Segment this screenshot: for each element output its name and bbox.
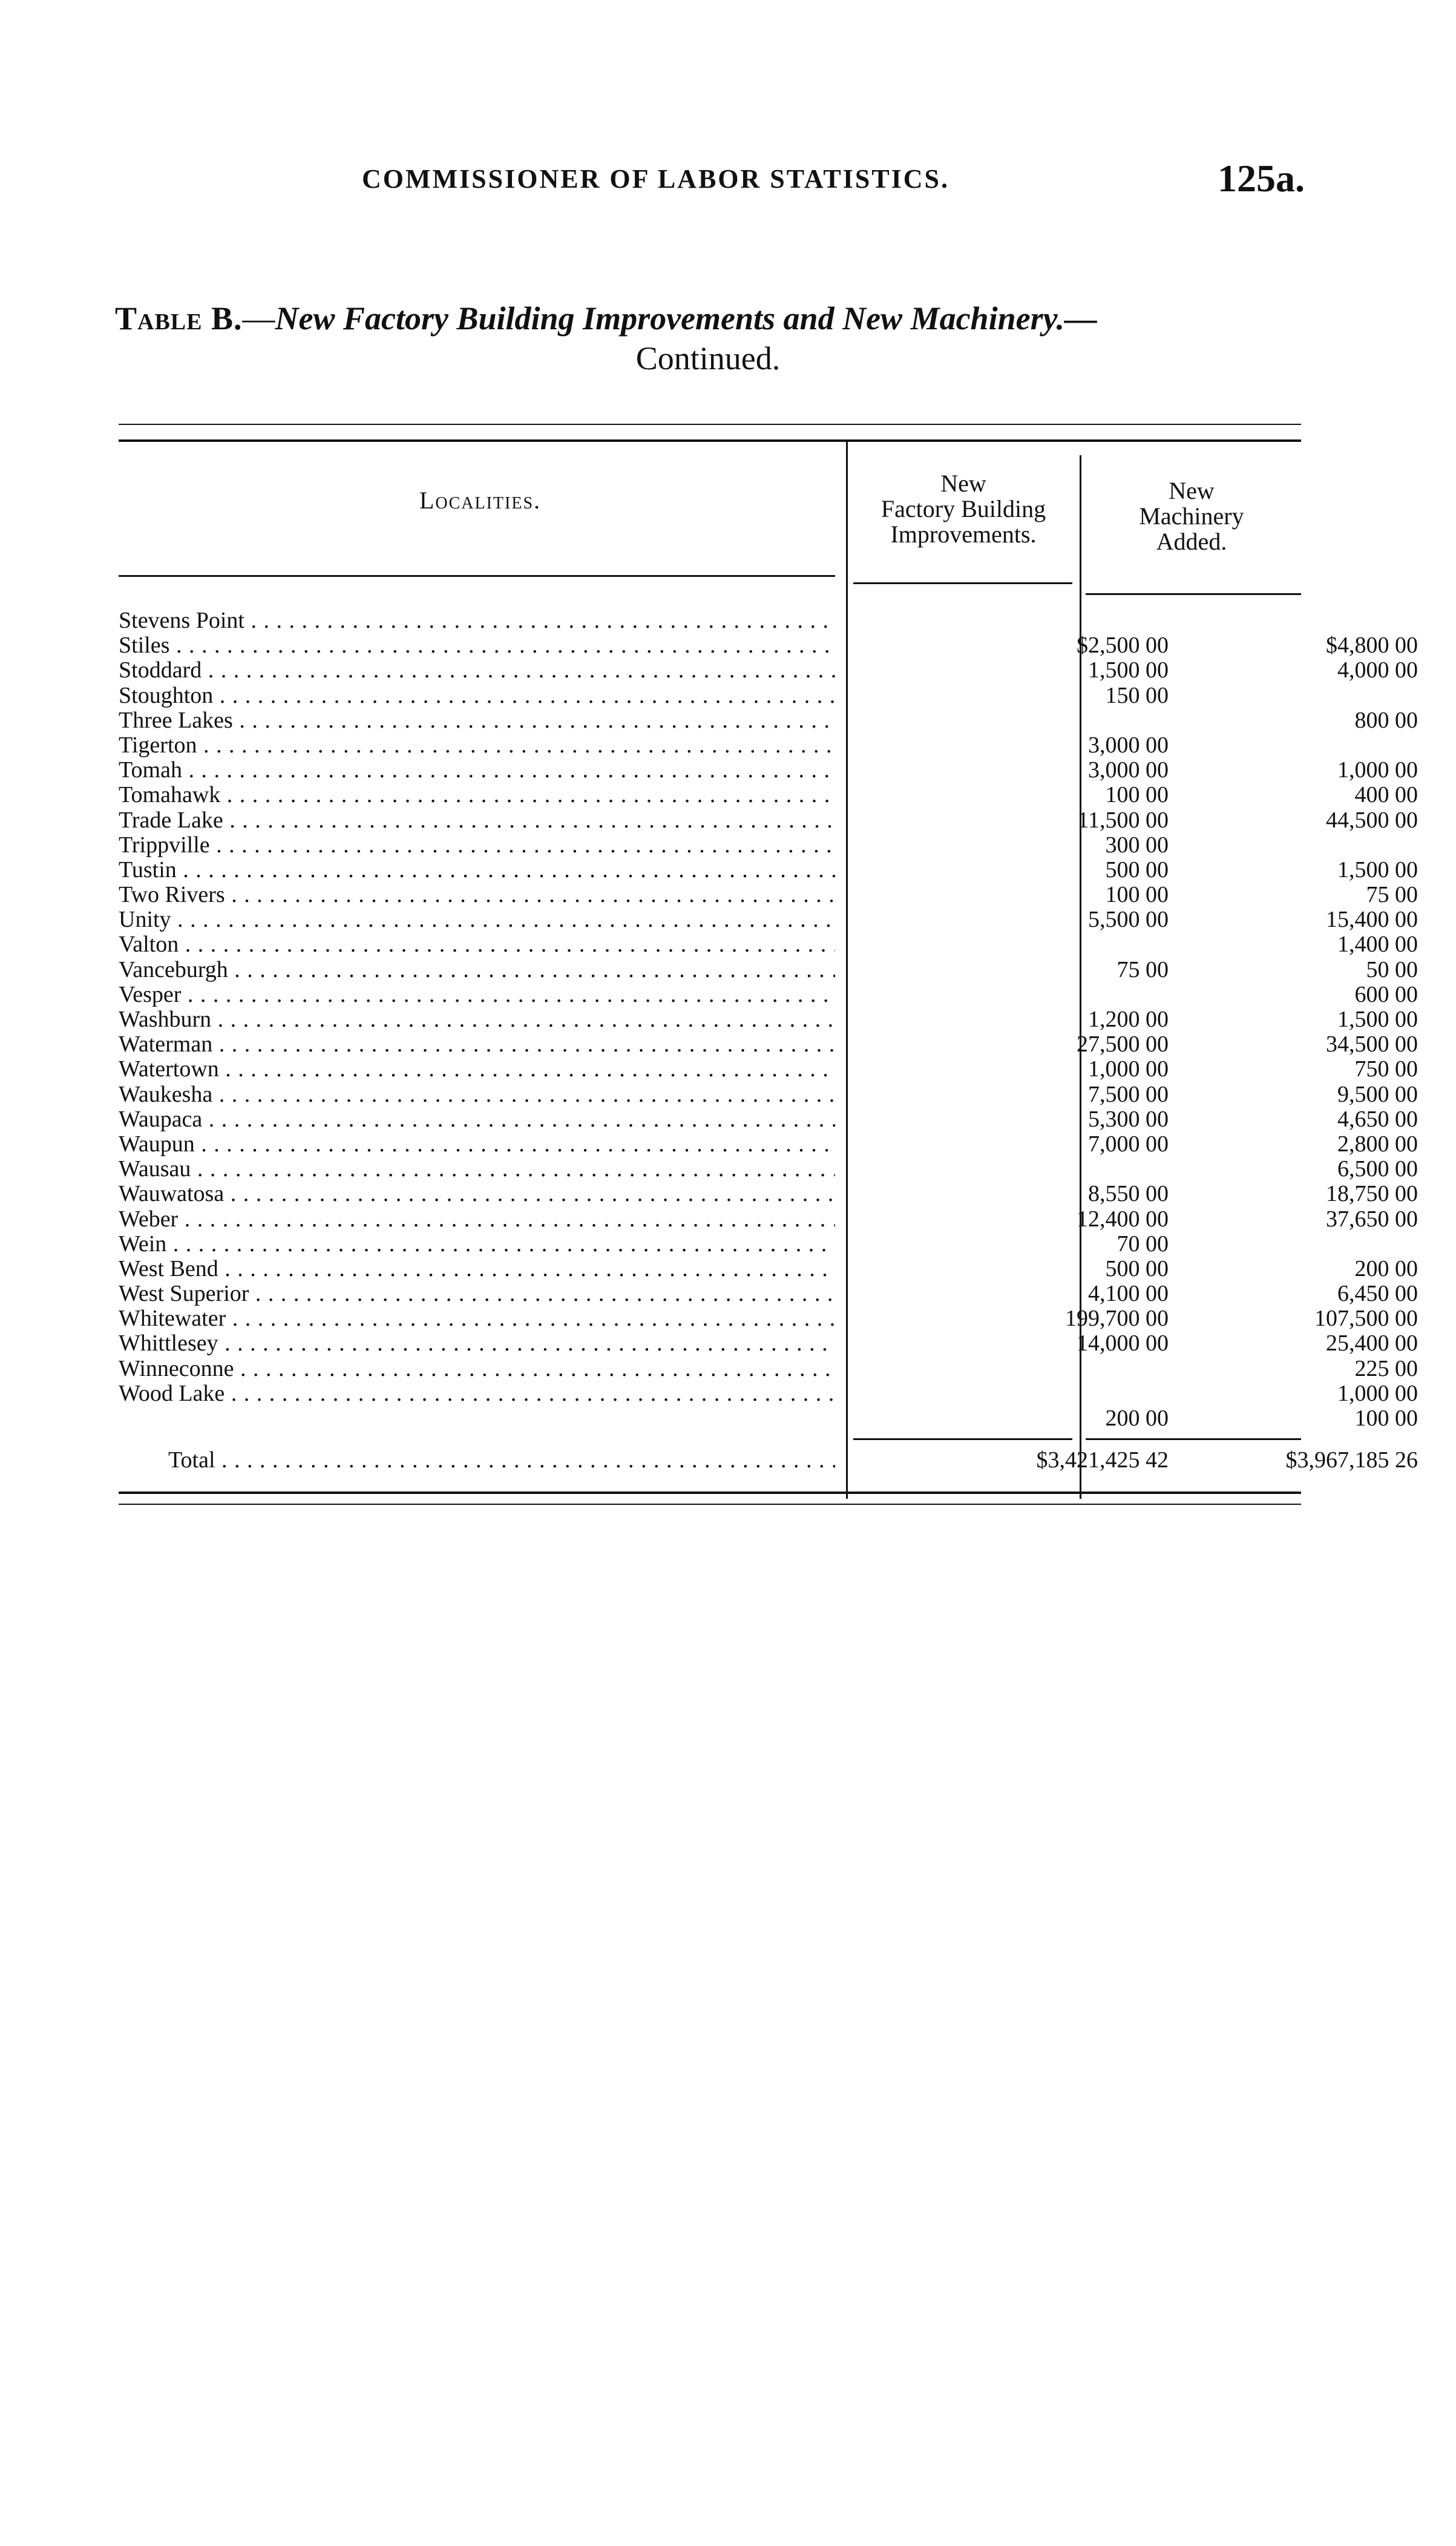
table-row	[119, 907, 1418, 933]
locality-cell: Vanceburgh . . .	[119, 958, 835, 982]
machinery-cell: 25,400 00	[1326, 1331, 1418, 1357]
machinery-cell: 100 00	[1354, 1406, 1418, 1431]
table-row	[119, 707, 1418, 733]
table-title: New Factory Building Improvements and New Machinery.—	[275, 300, 1098, 337]
buildings-cell: 300 00	[1105, 832, 1169, 858]
table-row	[119, 1255, 1418, 1281]
locality-cell: Whittlesey . . .	[119, 1331, 835, 1356]
top-rule-thin	[119, 424, 1301, 425]
locality-cell: Valton . . .	[119, 932, 835, 957]
table-row	[119, 1306, 1418, 1332]
table-row	[119, 1081, 1418, 1107]
table-row	[119, 608, 1301, 633]
locality-cell: Wauwatosa . . .	[119, 1182, 835, 1206]
machinery-cell: 200 00	[1354, 1255, 1418, 1281]
buildings-cell: 100 00	[1105, 882, 1169, 908]
table-row	[119, 882, 1418, 908]
table-row	[119, 981, 1418, 1007]
machinery-cell: 750 00	[1354, 1056, 1418, 1082]
machinery-cell: 6,500 00	[1337, 1156, 1418, 1182]
locality-cell: Washburn . . .	[119, 1007, 835, 1032]
buildings-cell: 1,500 00	[1088, 657, 1169, 683]
table-row	[119, 633, 1418, 659]
machinery-cell: 4,650 00	[1337, 1106, 1418, 1132]
table-row	[119, 1131, 1418, 1157]
table-row	[119, 1106, 1418, 1132]
table-row	[119, 1355, 1418, 1381]
machinery-cell: 400 00	[1354, 782, 1418, 808]
locality-cell: Stoughton . . .	[119, 683, 835, 708]
total-rule-machinery	[1086, 1438, 1301, 1440]
buildings-cell: 7,500 00	[1088, 1081, 1169, 1107]
buildings-cell: 200 00	[1105, 1406, 1169, 1431]
total-row	[119, 1442, 1418, 1478]
buildings-cell: 1,000 00	[1088, 1056, 1169, 1082]
header-localities: Localities.	[419, 487, 542, 514]
header-machinery-line3: Added.	[1156, 528, 1227, 555]
total-machinery: $3,967,185 26	[1285, 1447, 1418, 1473]
locality-cell: Tomah . . .	[119, 758, 835, 783]
running-title: COMMISSIONER OF LABOR STATISTICS.	[362, 164, 950, 194]
locality-cell: Whitewater . . .	[119, 1306, 835, 1331]
buildings-cell: 3,000 00	[1088, 757, 1169, 783]
table-row	[119, 1406, 1418, 1431]
table-row	[119, 1056, 1418, 1082]
machinery-cell: 34,500 00	[1326, 1031, 1418, 1058]
locality-cell: Waterman . . .	[119, 1032, 835, 1057]
top-rule-thick	[119, 439, 1301, 442]
locality-cell: Watertown . . .	[119, 1057, 835, 1082]
total-rule-buildings	[853, 1438, 1072, 1440]
table-row	[119, 857, 1418, 883]
header-rule-localities	[119, 575, 835, 577]
machinery-cell: 15,400 00	[1326, 907, 1418, 933]
table-row	[119, 1007, 1418, 1032]
table-row	[119, 833, 1301, 858]
locality-cell: Wausau . . .	[119, 1157, 835, 1182]
locality-cell: Wood Lake . . .	[119, 1381, 835, 1406]
locality-cell: Waupaca . . .	[119, 1107, 835, 1132]
machinery-cell: 44,500 00	[1326, 807, 1418, 833]
locality-cell: Waupun . . .	[119, 1132, 835, 1157]
table-row	[119, 1281, 1418, 1307]
machinery-cell: 1,000 00	[1337, 1380, 1418, 1406]
machinery-cell: 18,750 00	[1326, 1181, 1418, 1207]
table-row	[119, 1380, 1418, 1406]
machinery-cell: 9,500 00	[1337, 1081, 1418, 1107]
buildings-cell: 27,500 00	[1077, 1031, 1169, 1058]
buildings-cell: 14,000 00	[1077, 1331, 1169, 1357]
machinery-cell: 800 00	[1354, 707, 1418, 733]
table-continued: Continued.	[635, 340, 781, 377]
machinery-cell: 107,500 00	[1314, 1306, 1418, 1332]
locality-cell: Stiles . . .	[119, 633, 835, 658]
locality-cell: Stevens Point . . .	[119, 608, 835, 633]
buildings-cell: 3,000 00	[1088, 732, 1169, 758]
buildings-cell: 500 00	[1105, 857, 1169, 883]
buildings-cell: 5,500 00	[1088, 907, 1169, 933]
machinery-cell: 225 00	[1354, 1355, 1418, 1381]
bottom-rule-thick	[119, 1492, 1301, 1494]
table-body	[119, 608, 1418, 1431]
table-row	[119, 757, 1418, 783]
header-machinery	[1082, 478, 1301, 554]
buildings-cell: 5,300 00	[1088, 1106, 1169, 1132]
machinery-cell: 2,800 00	[1337, 1131, 1418, 1157]
table-row	[119, 683, 1301, 708]
buildings-cell: 1,200 00	[1088, 1007, 1169, 1032]
locality-cell: Tustin . . .	[119, 858, 835, 883]
machinery-cell: 50 00	[1366, 956, 1418, 982]
machinery-cell: 1,400 00	[1337, 932, 1418, 958]
machinery-cell: 4,000 00	[1337, 657, 1418, 683]
locality-cell: Unity . . .	[119, 907, 835, 932]
locality-cell: Weber . . .	[119, 1207, 835, 1232]
buildings-cell: 12,400 00	[1077, 1206, 1169, 1232]
header-buildings-line2: Factory Building	[880, 495, 1046, 522]
table-row	[119, 1031, 1418, 1058]
locality-cell: West Superior . . .	[119, 1281, 835, 1306]
locality-cell: Stoddard . . .	[119, 658, 835, 683]
table-row	[119, 807, 1418, 833]
buildings-cell: 11,500 00	[1077, 807, 1169, 833]
locality-cell: Wein . . .	[119, 1232, 835, 1257]
locality-cell: Two Rivers . . .	[119, 883, 835, 907]
buildings-cell: $2,500 00	[1077, 633, 1169, 659]
table-caption	[115, 300, 1301, 377]
locality-cell: Winneconne . . .	[119, 1357, 835, 1381]
locality-cell: Tigerton . . .	[119, 733, 835, 758]
header-rule-machinery	[1086, 593, 1301, 595]
machinery-cell: 75 00	[1366, 882, 1418, 908]
locality-cell: West Bend . . .	[119, 1257, 835, 1281]
buildings-cell: 8,550 00	[1088, 1181, 1169, 1207]
table-row	[119, 657, 1418, 683]
locality-cell: Tomahawk . . .	[119, 783, 835, 808]
buildings-cell: 100 00	[1105, 782, 1169, 808]
total-label: Total . . .	[168, 1442, 835, 1478]
header-buildings-line1: New	[940, 470, 986, 497]
header-buildings-line3: Improvements.	[890, 521, 1037, 548]
buildings-cell: 70 00	[1117, 1231, 1169, 1257]
header-buildings	[848, 471, 1078, 547]
total-buildings: $3,421,425 42	[1036, 1447, 1169, 1473]
table-row	[119, 733, 1301, 758]
locality-cell: Three Lakes . . .	[119, 708, 835, 733]
bottom-rule-thin	[119, 1504, 1301, 1505]
machinery-cell: 6,450 00	[1337, 1281, 1418, 1307]
table-row	[119, 1181, 1418, 1207]
table-label: Table B.	[115, 300, 243, 337]
header-machinery-line2: Machinery	[1139, 502, 1244, 530]
table-row	[119, 1156, 1418, 1182]
locality-cell: Trade Lake . . .	[119, 808, 835, 833]
locality-cell: Waukesha . . .	[119, 1082, 835, 1107]
table-row	[119, 956, 1418, 982]
locality-cell: Vesper . . .	[119, 982, 835, 1007]
buildings-cell: 199,700 00	[1065, 1306, 1169, 1332]
machinery-cell: 1,500 00	[1337, 1007, 1418, 1032]
buildings-cell: 150 00	[1105, 682, 1169, 708]
locality-cell: Trippville . . .	[119, 833, 835, 858]
buildings-cell: 75 00	[1117, 956, 1169, 982]
machinery-cell: 1,500 00	[1337, 857, 1418, 883]
machinery-cell: 600 00	[1354, 981, 1418, 1007]
caption-dash: —	[242, 300, 275, 337]
buildings-cell: 500 00	[1105, 1255, 1169, 1281]
buildings-cell: 4,100 00	[1088, 1281, 1169, 1307]
machinery-cell: 37,650 00	[1326, 1206, 1418, 1232]
machinery-cell: 1,000 00	[1337, 757, 1418, 783]
page-number: 125a.	[1218, 157, 1305, 200]
table-row	[119, 1232, 1301, 1257]
header-rule-buildings	[853, 582, 1072, 584]
machinery-cell: $4,800 00	[1326, 633, 1418, 659]
table-row	[119, 932, 1418, 958]
table-row	[119, 1331, 1418, 1357]
buildings-cell: 7,000 00	[1088, 1131, 1169, 1157]
table-row	[119, 1206, 1418, 1232]
header-machinery-line1: New	[1169, 477, 1215, 504]
table-row	[119, 782, 1418, 808]
